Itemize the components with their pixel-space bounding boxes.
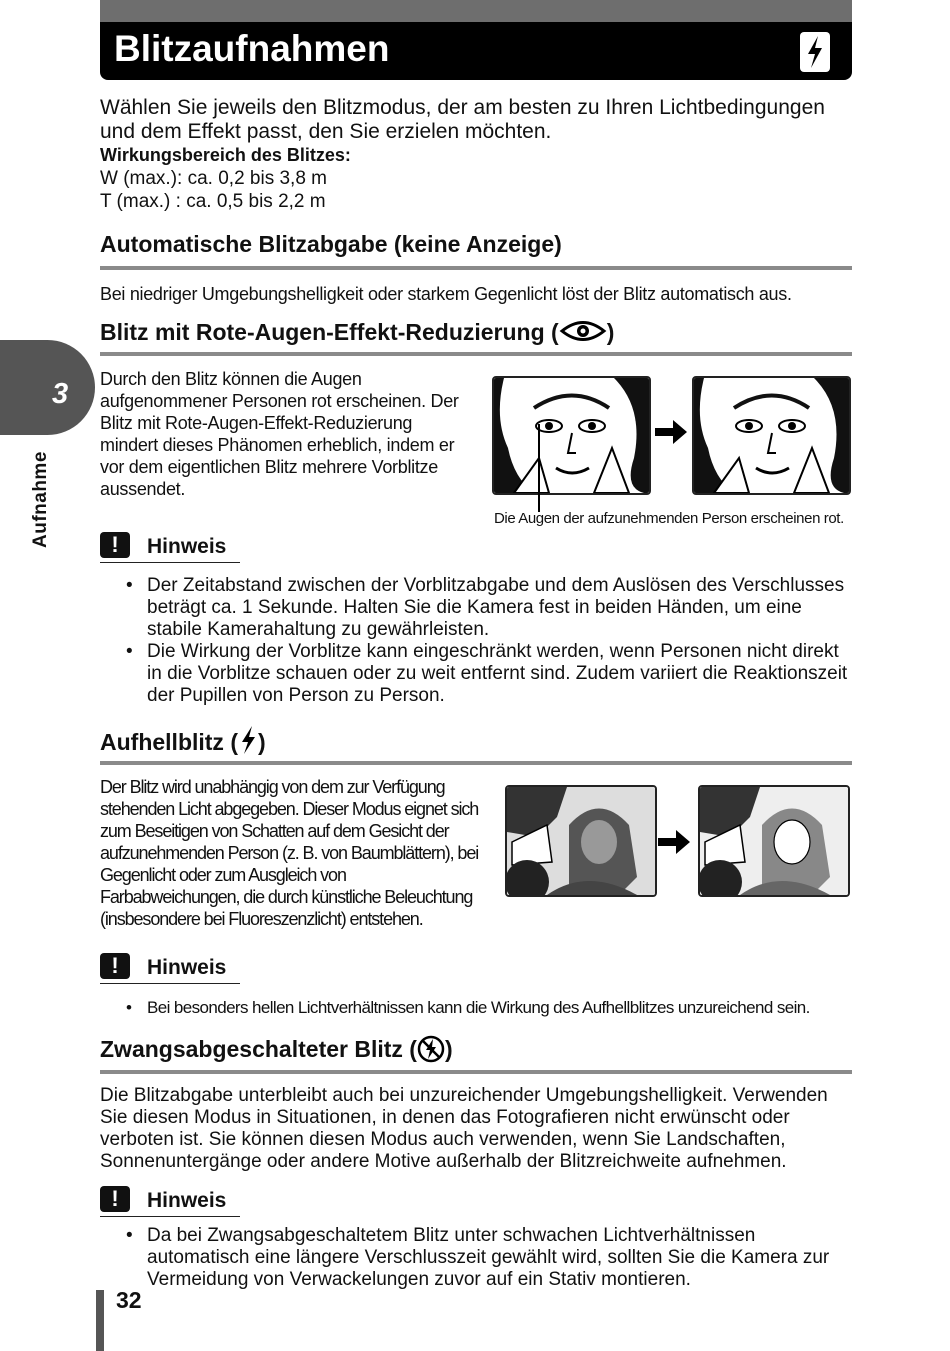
redeye-text: Durch den Blitz können die Augen aufgenommener Personen rot erscheinen. Der Blitz mit Rote-Augen-Effekt-Reduzierung mindert dieses Phänomen erheblich, indem er vor dem eigentlichen Blitz mehrere Vorblitze aussendet. xyxy=(100,369,459,499)
redeye-before-photo xyxy=(492,376,651,495)
list-item: • Bei besonders hellen Lichtverhältnissen kann die Wirkung des Aufhellblitzes unzureichend sein. xyxy=(126,997,856,1019)
section-rule xyxy=(100,1070,852,1074)
list-item: • Da bei Zwangsabgeschaltetem Blitz unter schwachen Lichtverhältnissen automatisch eine längere Verschlusszeit gewählt wird, sollten Sie die Kamera zur Vermeidung von Verwackelungen zuvor auf ein Stativ montieren. xyxy=(126,1225,856,1291)
chapter-number: 3 xyxy=(52,378,69,410)
heading-suffix: ) xyxy=(606,319,615,345)
note-title: Hinweis xyxy=(147,535,227,558)
intro-block xyxy=(100,96,860,213)
section-rule xyxy=(100,761,852,765)
exclamation-icon: ! xyxy=(100,1186,130,1212)
redeye-caption: Die Augen der aufzunehmenden Person erscheinen rot. xyxy=(494,510,844,527)
intro-text: Wählen Sie jeweils den Blitzmodus, der am besten zu Ihren Lichtbedingungen und dem Effekt passt, den Sie erzielen möchten. xyxy=(100,96,825,143)
range-label: Wirkungsbereich des Blitzes: xyxy=(100,145,351,165)
note-title: Hinweis xyxy=(147,956,227,979)
auto-text: Bei niedriger Umgebungshelligkeit oder starkem Gegenlicht löst der Blitz automatisch aus. xyxy=(100,284,792,304)
off-text: Die Blitzabgabe unterbleibt auch bei unzureichender Umgebungshelligkeit. Verwenden Sie diesen Modus in Situationen, in denen das Fotografieren nicht erwünscht oder verboten ist. Sie können diesen Modus auch verwenden, wenn Sie Landschaften, Sonnenuntergänge oder andere Motive außerhalb der Blitzreichweite aufnehmen. xyxy=(100,1085,828,1172)
note-title: Hinweis xyxy=(147,1189,227,1212)
flash-icon xyxy=(238,725,258,761)
heading-suffix: ) xyxy=(257,729,266,755)
red-eye-icon xyxy=(559,318,607,350)
list-item: • Der Zeitabstand zwischen der Vorblitzabgabe und dem Auslösen des Verschlusses beträgt ca. 1 Sekunde. Halten Sie die Kamera fest in beiden Händen, um eine stabile Kamerahaltung zu gewährleisten. xyxy=(126,575,856,641)
section-rule xyxy=(100,352,852,356)
redeye-after-photo xyxy=(692,376,851,495)
chapter-tab xyxy=(0,340,95,435)
off-note-list xyxy=(126,1225,856,1291)
page-title: Blitzaufnahmen xyxy=(114,28,390,69)
note-header xyxy=(100,532,240,563)
section-heading-auto: Automatische Blitzabgabe (keine Anzeige) xyxy=(100,231,562,257)
flash-off-icon xyxy=(417,1035,445,1069)
exclamation-icon: ! xyxy=(100,532,130,558)
arrow-right-icon xyxy=(655,420,687,449)
section-heading-redeye xyxy=(100,318,614,350)
flash-icon xyxy=(800,32,830,72)
redeye-note-list xyxy=(126,575,856,707)
list-item: • Die Wirkung der Vorblitze kann eingeschränkt werden, wenn Personen nicht direkt in die Vorblitze schauen oder zu weit entfernt sind. Zudem variiert die Reaktionszeit der Pupillen von Person zu Person. xyxy=(126,641,856,707)
exclamation-icon: ! xyxy=(100,953,130,979)
section-rule xyxy=(100,266,852,270)
section-heading-fill xyxy=(100,725,266,761)
range-wide: W (max.): ca. 0,2 bis 3,8 m xyxy=(100,168,327,189)
caption-leader-line xyxy=(538,424,540,512)
fill-text: Der Blitz wird unabhängig von dem zur Verfügung stehenden Licht abgegeben. Dieser Modus eignet sich zum Beseitigen von Schatten auf dem Gesicht der aufzunehmenden Person (z. B. von Baumblättern), bei Gegenlicht oder zum Ausgleich von Farbabweichungen, die durch künstliche Beleuchtung (insbesondere bei Fluoreszenzlicht) entstehen. xyxy=(100,777,479,929)
note-header xyxy=(100,1186,240,1217)
heading-text: Blitz mit Rote-Augen-Effekt-Reduzierung ( xyxy=(100,319,559,345)
note-header xyxy=(100,953,240,984)
fill-after-photo xyxy=(698,785,850,897)
range-tele: T (max.) : ca. 0,5 bis 2,2 m xyxy=(100,191,326,212)
heading-text: Aufhellblitz ( xyxy=(100,729,238,755)
header-top-strip xyxy=(100,0,852,22)
heading-suffix: ) xyxy=(444,1036,453,1062)
chapter-label: Aufnahme xyxy=(30,451,51,548)
page-number-bar xyxy=(96,1290,104,1351)
arrow-right-icon xyxy=(658,830,690,859)
page-number: 32 xyxy=(116,1287,142,1313)
section-heading-off xyxy=(100,1035,453,1069)
heading-text: Zwangsabgeschalteter Blitz ( xyxy=(100,1036,417,1062)
fill-note-list xyxy=(126,997,856,1019)
fill-before-photo xyxy=(505,785,657,897)
